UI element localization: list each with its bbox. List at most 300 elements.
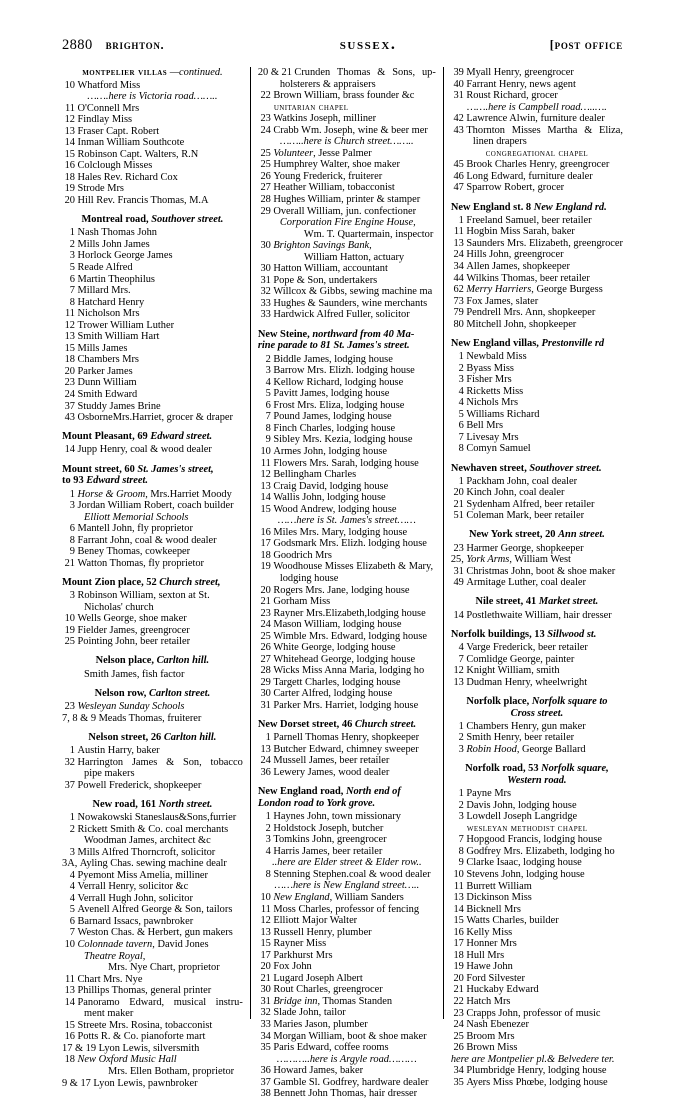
entry-text <box>78 1054 243 1066</box>
entry-text: Mason William, lodging house <box>273 619 402 631</box>
directory-entry <box>258 275 436 287</box>
entry-text: Young Frederick, fruiterer <box>273 170 383 182</box>
entry-text: Burrett William <box>466 880 532 892</box>
directory-entry <box>258 1077 436 1089</box>
entry-number: 14 <box>453 903 464 915</box>
entry-text: Pointing John, beer retailer <box>77 636 191 648</box>
entry-text: Potts R. & Co. pianoforte mart <box>77 1031 206 1043</box>
directory-entry <box>258 1042 436 1054</box>
entry-text: Davis John, lodging house <box>466 799 577 811</box>
street-name: New Steine, <box>257 328 313 340</box>
entry-number: 26 <box>260 642 271 654</box>
entry-text: Hughes & Saunders, wine merchants <box>273 297 428 309</box>
entry-number: 8 <box>69 296 75 308</box>
entry-text: Godfrey Mrs. Elizabeth, lodging ho <box>466 845 615 857</box>
street-heading <box>62 799 243 811</box>
entry-number: 1 <box>69 744 75 756</box>
directory-entry <box>451 284 623 296</box>
entry-text: Knight William, smith <box>466 665 560 677</box>
directory-entry <box>451 409 623 421</box>
directory-entry <box>258 194 436 206</box>
directory-entry <box>62 126 243 138</box>
street-locator: Carlton hill. <box>156 655 210 667</box>
entry-text: Kellow Richard, lodging house <box>273 376 404 388</box>
entry-number: 23 <box>260 113 271 125</box>
entry-number: 2 <box>458 362 464 374</box>
entry-number: 47 <box>453 182 464 194</box>
entry-number: 12 <box>260 915 271 927</box>
entry-number: 18 <box>64 1054 75 1066</box>
street-locator: Southover street. <box>151 214 224 226</box>
directory-entry <box>451 487 623 499</box>
directory-entry <box>451 677 623 689</box>
directory-entry <box>62 285 243 297</box>
entry-text: Rout Charles, greengrocer <box>273 984 383 996</box>
directory-column-1 <box>62 67 250 1089</box>
entry-text: Willcox & Gibbs, sewing machine ma <box>273 286 433 298</box>
entry-number: 4 <box>458 397 464 409</box>
street-heading <box>258 329 436 353</box>
street-heading <box>451 338 623 350</box>
directory-entry <box>451 363 623 375</box>
entry-text: Hull Mrs <box>466 949 505 961</box>
entry-number: 15 <box>64 342 75 354</box>
directory-entry <box>62 985 243 997</box>
entry-number: 4 <box>69 881 75 893</box>
street-locator: Carlton street. <box>149 687 211 699</box>
entry-number: 13 <box>453 892 464 904</box>
entry-number: 5 <box>265 388 271 400</box>
entry-text: Brown Miss <box>466 1042 518 1054</box>
running-head-publisher: [post office <box>549 38 623 52</box>
entry-text: Miles Mrs. Mary, lodging house <box>273 526 408 538</box>
entry-text: Hills John, greengrocer <box>466 249 564 261</box>
directory-entry <box>258 240 436 252</box>
entry-number: 25 <box>260 147 271 159</box>
street-heading <box>62 464 243 488</box>
entry-number: 1 <box>458 720 464 732</box>
entry-text <box>466 284 623 296</box>
entry-text: Hogbin Miss Sarah, baker <box>466 226 575 238</box>
directory-entry-unnumbered: Smith James, fish factor <box>84 668 185 680</box>
entry-text: Honner Mrs <box>466 938 517 950</box>
directory-entry <box>62 195 243 207</box>
directory-entry <box>62 713 243 725</box>
entry-number: 80 <box>453 318 464 330</box>
entry-number: 19 <box>64 624 75 636</box>
directory-entry <box>62 320 243 332</box>
street-heading <box>451 696 623 720</box>
entry-text: Jordan William Robert, coach builder <box>77 500 234 512</box>
street-locator: Sillwood st. <box>547 628 597 640</box>
entry-number: 30 <box>260 984 271 996</box>
entry-text: Dunn William <box>77 377 137 389</box>
entry-text: Nash Ebenezer <box>466 1019 529 1031</box>
entry-number: 43 <box>64 412 75 424</box>
entry-number: 23 <box>453 1007 464 1019</box>
entry-name-rest: , William Sanders <box>329 891 404 903</box>
directory-entry <box>258 823 436 835</box>
directory-entry <box>62 870 243 882</box>
directory-entry <box>258 904 436 916</box>
entry-text: Brown William, brass founder &c <box>273 90 415 102</box>
entry-name-italic: Bridge inn <box>273 995 318 1007</box>
entry-number: 25, <box>450 554 464 566</box>
entry-text: Fox John <box>273 961 312 973</box>
entry-text: Bell Mrs <box>466 420 503 432</box>
entry-number: 25 <box>64 636 75 648</box>
entry-number: 13 <box>453 237 464 249</box>
entry-number: 3 <box>69 250 75 262</box>
entry-number: 3A, <box>62 858 78 870</box>
entry-text: Parker Mrs. Harriet, lodging house <box>273 700 419 712</box>
entry-number: 10 <box>64 613 75 625</box>
entry-number: 25 <box>260 159 271 171</box>
entry-text: Holdstock Joseph, butcher <box>273 822 384 834</box>
entry-number: 10 <box>260 446 271 457</box>
directory-entry <box>258 538 436 550</box>
directory-entry <box>451 1008 623 1020</box>
entry-number: 2 <box>265 822 271 834</box>
entry-text: Stenning Stephen.coal & wood dealer <box>273 868 431 880</box>
entry-text: Wilkins Thomas, beer retailer <box>466 272 590 284</box>
street-name: New England villas, <box>450 337 542 349</box>
street-locator: Market street. <box>538 596 599 608</box>
directory-entry <box>451 319 623 331</box>
entry-number: 3 <box>458 743 464 755</box>
entry-text: Allen James, shopkeeper <box>466 261 570 272</box>
directory-entry <box>258 423 436 435</box>
entry-number: 3 <box>265 365 271 377</box>
entry-number: 13 <box>260 743 271 755</box>
street-heading <box>62 655 243 667</box>
entry-text: Reade Alfred <box>77 262 133 273</box>
institution-name: congregational chapel <box>485 147 589 159</box>
street-continued-note: —continued. <box>167 67 223 78</box>
entry-number: 4 <box>458 642 464 654</box>
entry-continuation: Mrs. Ellen Botham, proprietor <box>108 1066 235 1077</box>
directory-entry <box>451 721 623 733</box>
directory-entry <box>62 274 243 286</box>
entry-name-italic: York Arms <box>466 554 510 566</box>
entry-text: Brook Charles Henry, greengrocer <box>466 159 610 171</box>
entry-text: Meads Thomas, fruiterer <box>98 712 202 724</box>
entry-number: 20 <box>453 972 464 984</box>
entry-text: Inman William Southcote <box>77 137 185 149</box>
directory-entry <box>451 273 623 285</box>
directory-entry <box>258 608 436 620</box>
entry-number: 18 <box>64 171 75 183</box>
street-locator: Church street, <box>159 576 221 588</box>
entry-number: 20 <box>453 487 464 499</box>
directory-entry <box>451 881 623 893</box>
entry-number: 12 <box>453 665 464 677</box>
entry-number: 38 <box>260 1088 271 1100</box>
directory-entry <box>258 1031 436 1043</box>
directory-entry <box>62 262 243 274</box>
entry-number: 8 <box>265 868 271 880</box>
directory-entry <box>258 596 436 608</box>
directory-entry <box>62 927 243 939</box>
street-heading <box>451 529 623 541</box>
entry-text: Crunden Thomas & Sons, up- <box>294 67 436 78</box>
entry-number: 36 <box>260 767 271 779</box>
street-heading <box>258 786 436 810</box>
entry-name-rest: , Mrs.Harriet Moody <box>145 488 232 500</box>
directory-entry <box>451 215 623 227</box>
entry-text: Payne Mrs <box>466 788 512 800</box>
entry-text: Sparrow Robert, grocer <box>466 182 565 194</box>
entry-number: 20 & 21 <box>257 67 292 78</box>
directory-entry <box>258 996 436 1008</box>
directory-entry <box>258 148 436 160</box>
street-name: Mount Zion place, 52 <box>62 576 160 588</box>
directory-entry <box>451 811 623 823</box>
entry-text: Dickinson Miss <box>466 892 532 904</box>
entry-number: 1 <box>458 475 464 487</box>
entry-text: Nowakowski Staneslaus&Sons,furrier <box>77 811 237 823</box>
directory-entry <box>258 631 436 643</box>
entry-text: Bicknell Mrs <box>466 903 521 915</box>
entry-number: 14 <box>64 996 75 1008</box>
entry-text: Craig David, lodging house <box>273 480 389 492</box>
entry-number: 13 <box>260 480 271 492</box>
directory-entry <box>62 149 243 161</box>
entry-text: Weston Chas. & Herbert, gun makers <box>77 927 233 939</box>
entry-text: Pendrell Mrs. Ann, shopkeeper <box>466 307 596 319</box>
directory-entry <box>62 444 243 456</box>
street-name: Newhaven street, <box>450 462 530 474</box>
directory-entry <box>258 892 436 904</box>
directory-entry <box>451 125 623 137</box>
directory-entry <box>62 389 243 401</box>
entry-text: Humphrey Walter, shoe maker <box>273 159 400 171</box>
directory-entry <box>62 916 243 928</box>
entry-continuation: lodging house <box>279 573 339 585</box>
entry-number: 45 <box>453 159 464 171</box>
directory-column-2 <box>250 67 443 1100</box>
entry-text: Christmas John, boot & shoe maker <box>466 565 616 577</box>
street-name: New England road, <box>257 786 346 798</box>
entry-number: 3 <box>69 846 75 858</box>
entry-text: Crabb Wm. Joseph, wine & beer mer <box>273 124 428 136</box>
entry-number: 7 <box>458 653 464 665</box>
entry-number: 10 <box>64 79 75 91</box>
entry-number: 15 <box>453 915 464 927</box>
entry-number: 23 <box>260 607 271 619</box>
entry-text: Sibley Mrs. Kezia, lodging house <box>273 434 413 446</box>
entry-text: Lewery James, wood dealer <box>273 767 390 779</box>
directory-entry <box>258 388 436 400</box>
entry-text <box>273 240 436 252</box>
entry-text: Rickett Smith & Co. coal merchants <box>77 823 229 835</box>
directory-entry <box>258 732 436 744</box>
entry-text: Broom Mrs <box>466 1030 515 1042</box>
entry-text: Packham John, coal dealer <box>466 475 578 487</box>
directory-entry <box>451 1031 623 1043</box>
entry-text: Frost Mrs. Eliza, lodging house <box>273 399 405 411</box>
entry-number: 17 <box>260 538 271 550</box>
entry-number: 4 <box>265 845 271 857</box>
directory-entry <box>62 227 243 239</box>
entry-text: Ayling Chas. sewing machine dealr <box>79 858 227 870</box>
directory-entry <box>62 1020 243 1032</box>
entry-number: 22 <box>453 995 464 1007</box>
entry-text: Armes John, lodging house <box>273 446 388 457</box>
entry-text: Elliott Major Walter <box>273 915 358 927</box>
directory-entry <box>258 744 436 756</box>
entry-text: Morgan William, boot & shoe maker <box>273 1030 427 1042</box>
directory-entry <box>62 757 243 769</box>
entry-text: Russell Henry, plumber <box>273 926 372 938</box>
entry-number: 3 <box>458 374 464 386</box>
street-locator-line2 <box>507 775 566 786</box>
street-locator-line2 <box>511 708 564 719</box>
directory-entry <box>62 250 243 262</box>
entry-text: Rayner Miss <box>273 938 327 950</box>
entry-number: 14 <box>260 492 271 504</box>
directory-entry <box>451 171 623 183</box>
directory-entry <box>258 206 436 218</box>
running-head <box>62 36 623 54</box>
entry-text: Pope & Son, undertakers <box>273 274 378 286</box>
entry-name-italic: New England <box>273 891 330 903</box>
directory-entry <box>451 1019 623 1031</box>
entry-number: 12 <box>64 114 75 126</box>
entry-number: 1 <box>265 732 271 744</box>
entry-number: 20 <box>260 961 271 973</box>
entry-text: Rayner Mrs.Elizabeth,lodging house <box>273 607 426 619</box>
entry-text <box>78 701 243 713</box>
directory-entry <box>258 298 436 310</box>
directory-entry <box>451 420 623 432</box>
entry-text: Pound James, lodging house <box>273 411 392 423</box>
entry-number: 26 <box>453 1042 464 1054</box>
entry-text: Butcher Edward, chimney sweeper <box>273 743 419 755</box>
entry-number: 32 <box>260 286 271 298</box>
entry-number: 62 <box>453 284 464 296</box>
entry-text: Carter Alfred, lodging house <box>273 688 393 700</box>
entry-number: 6 <box>69 273 75 285</box>
entry-number: 1 <box>458 351 464 363</box>
entry-continuation: Theatre Royal, <box>84 950 146 962</box>
entry-number: 10 <box>64 938 75 950</box>
entry-number: 1 <box>69 488 75 500</box>
running-head-town: brighton. <box>105 38 165 52</box>
entry-text <box>78 489 243 501</box>
entry-number: 21 <box>64 557 75 569</box>
directory-entry <box>62 858 243 870</box>
directory-entry <box>258 654 436 666</box>
entry-number: 24 <box>453 1019 464 1031</box>
entry-text <box>273 148 436 160</box>
directory-entry <box>451 788 623 800</box>
directory-entry <box>62 939 243 951</box>
entry-text: Powell Frederick, shopkeeper <box>77 779 202 791</box>
entry-number: 4 <box>265 376 271 388</box>
street-heading <box>258 719 436 731</box>
directory-entry <box>451 654 623 666</box>
street-locator-line2-plain: to 93 <box>62 475 87 487</box>
entry-text: Watts Charles, builder <box>466 915 559 927</box>
entry-number: 7 <box>458 431 464 443</box>
entry-number: 39 <box>453 67 464 78</box>
directory-entry <box>451 566 623 578</box>
cross-street-note: ……here is New England street….. <box>274 880 420 892</box>
entry-number: 1 <box>69 811 75 823</box>
entry-text: Clarke Isaac, lodging house <box>466 857 582 869</box>
street-name: New road, 161 <box>92 798 159 810</box>
entry-continuation: Corporation Fire Engine House, <box>279 217 416 229</box>
street-name: Norfolk buildings, 13 <box>450 628 548 640</box>
entry-continuation: Nicholas' church <box>84 601 154 613</box>
entry-number: 2 <box>458 799 464 811</box>
entry-text: Hughes William, printer & stamper <box>273 194 421 206</box>
entry-number: 32 <box>260 1007 271 1019</box>
entry-number: 11 <box>453 226 464 238</box>
directory-entry <box>258 113 436 125</box>
directory-entry <box>62 997 243 1009</box>
entry-number: 16 <box>260 526 271 538</box>
entry-text: Armitage Luther, coal dealer <box>466 577 586 589</box>
directory-entry <box>451 665 623 677</box>
directory-entry <box>451 249 623 261</box>
directory-entry <box>258 688 436 700</box>
entry-text: Pyemont Miss Amelia, milliner <box>77 869 208 881</box>
directory-entry <box>62 401 243 413</box>
entry-text: Wicks Miss Anna Maria, lodging ho <box>273 665 425 677</box>
directory-entry <box>62 160 243 172</box>
entry-number: 6 <box>69 915 75 927</box>
entry-text: Wood Andrew, lodging house <box>273 503 397 515</box>
entry-number: 25 <box>453 1030 464 1042</box>
directory-entry <box>451 374 623 386</box>
entry-number: 30 <box>260 688 271 700</box>
directory-entry <box>451 577 623 589</box>
street-locator-line2-italic: Western road. <box>507 774 567 786</box>
entry-text <box>273 892 436 904</box>
entry-number: 13 <box>260 926 271 938</box>
entry-number: 26 <box>260 170 271 182</box>
cross-street-note: ..here are Elder street & Elder row.. <box>272 857 422 869</box>
entry-number: 27 <box>260 182 271 194</box>
entry-continuation: linen drapers <box>472 136 527 148</box>
entry-name-italic: Volunteer <box>273 147 314 159</box>
street-heading <box>451 463 623 475</box>
street-locator: North street. <box>158 798 213 810</box>
directory-entry <box>451 476 623 488</box>
entry-text: Huckaby Edward <box>466 984 539 996</box>
entry-text: Lyon Lewis, pawnbroker <box>93 1077 198 1089</box>
entry-text: Bennett John Thomas, hair dresser <box>273 1088 418 1100</box>
directory-entry <box>62 239 243 251</box>
entry-text: Hatch Mrs <box>466 995 511 1007</box>
entry-number: 21 <box>260 596 271 608</box>
entry-text: Chambers Mrs <box>77 354 139 366</box>
entry-text: Wimble Mrs. Edward, lodging house <box>273 630 428 642</box>
directory-entry <box>451 1077 623 1089</box>
directory-entry <box>451 610 623 622</box>
entry-text: Varge Frederick, beer retailer <box>466 642 588 654</box>
directory-entry <box>62 308 243 320</box>
entry-number: 14 <box>453 609 464 621</box>
entry-number: 8 <box>458 845 464 857</box>
street-heading <box>451 202 623 214</box>
entry-number: 10 <box>453 868 464 880</box>
entry-number: 15 <box>260 503 271 515</box>
entry-text: Harrington James & Son, tobacco <box>77 756 243 768</box>
street-locator: New England rd. <box>533 201 607 213</box>
